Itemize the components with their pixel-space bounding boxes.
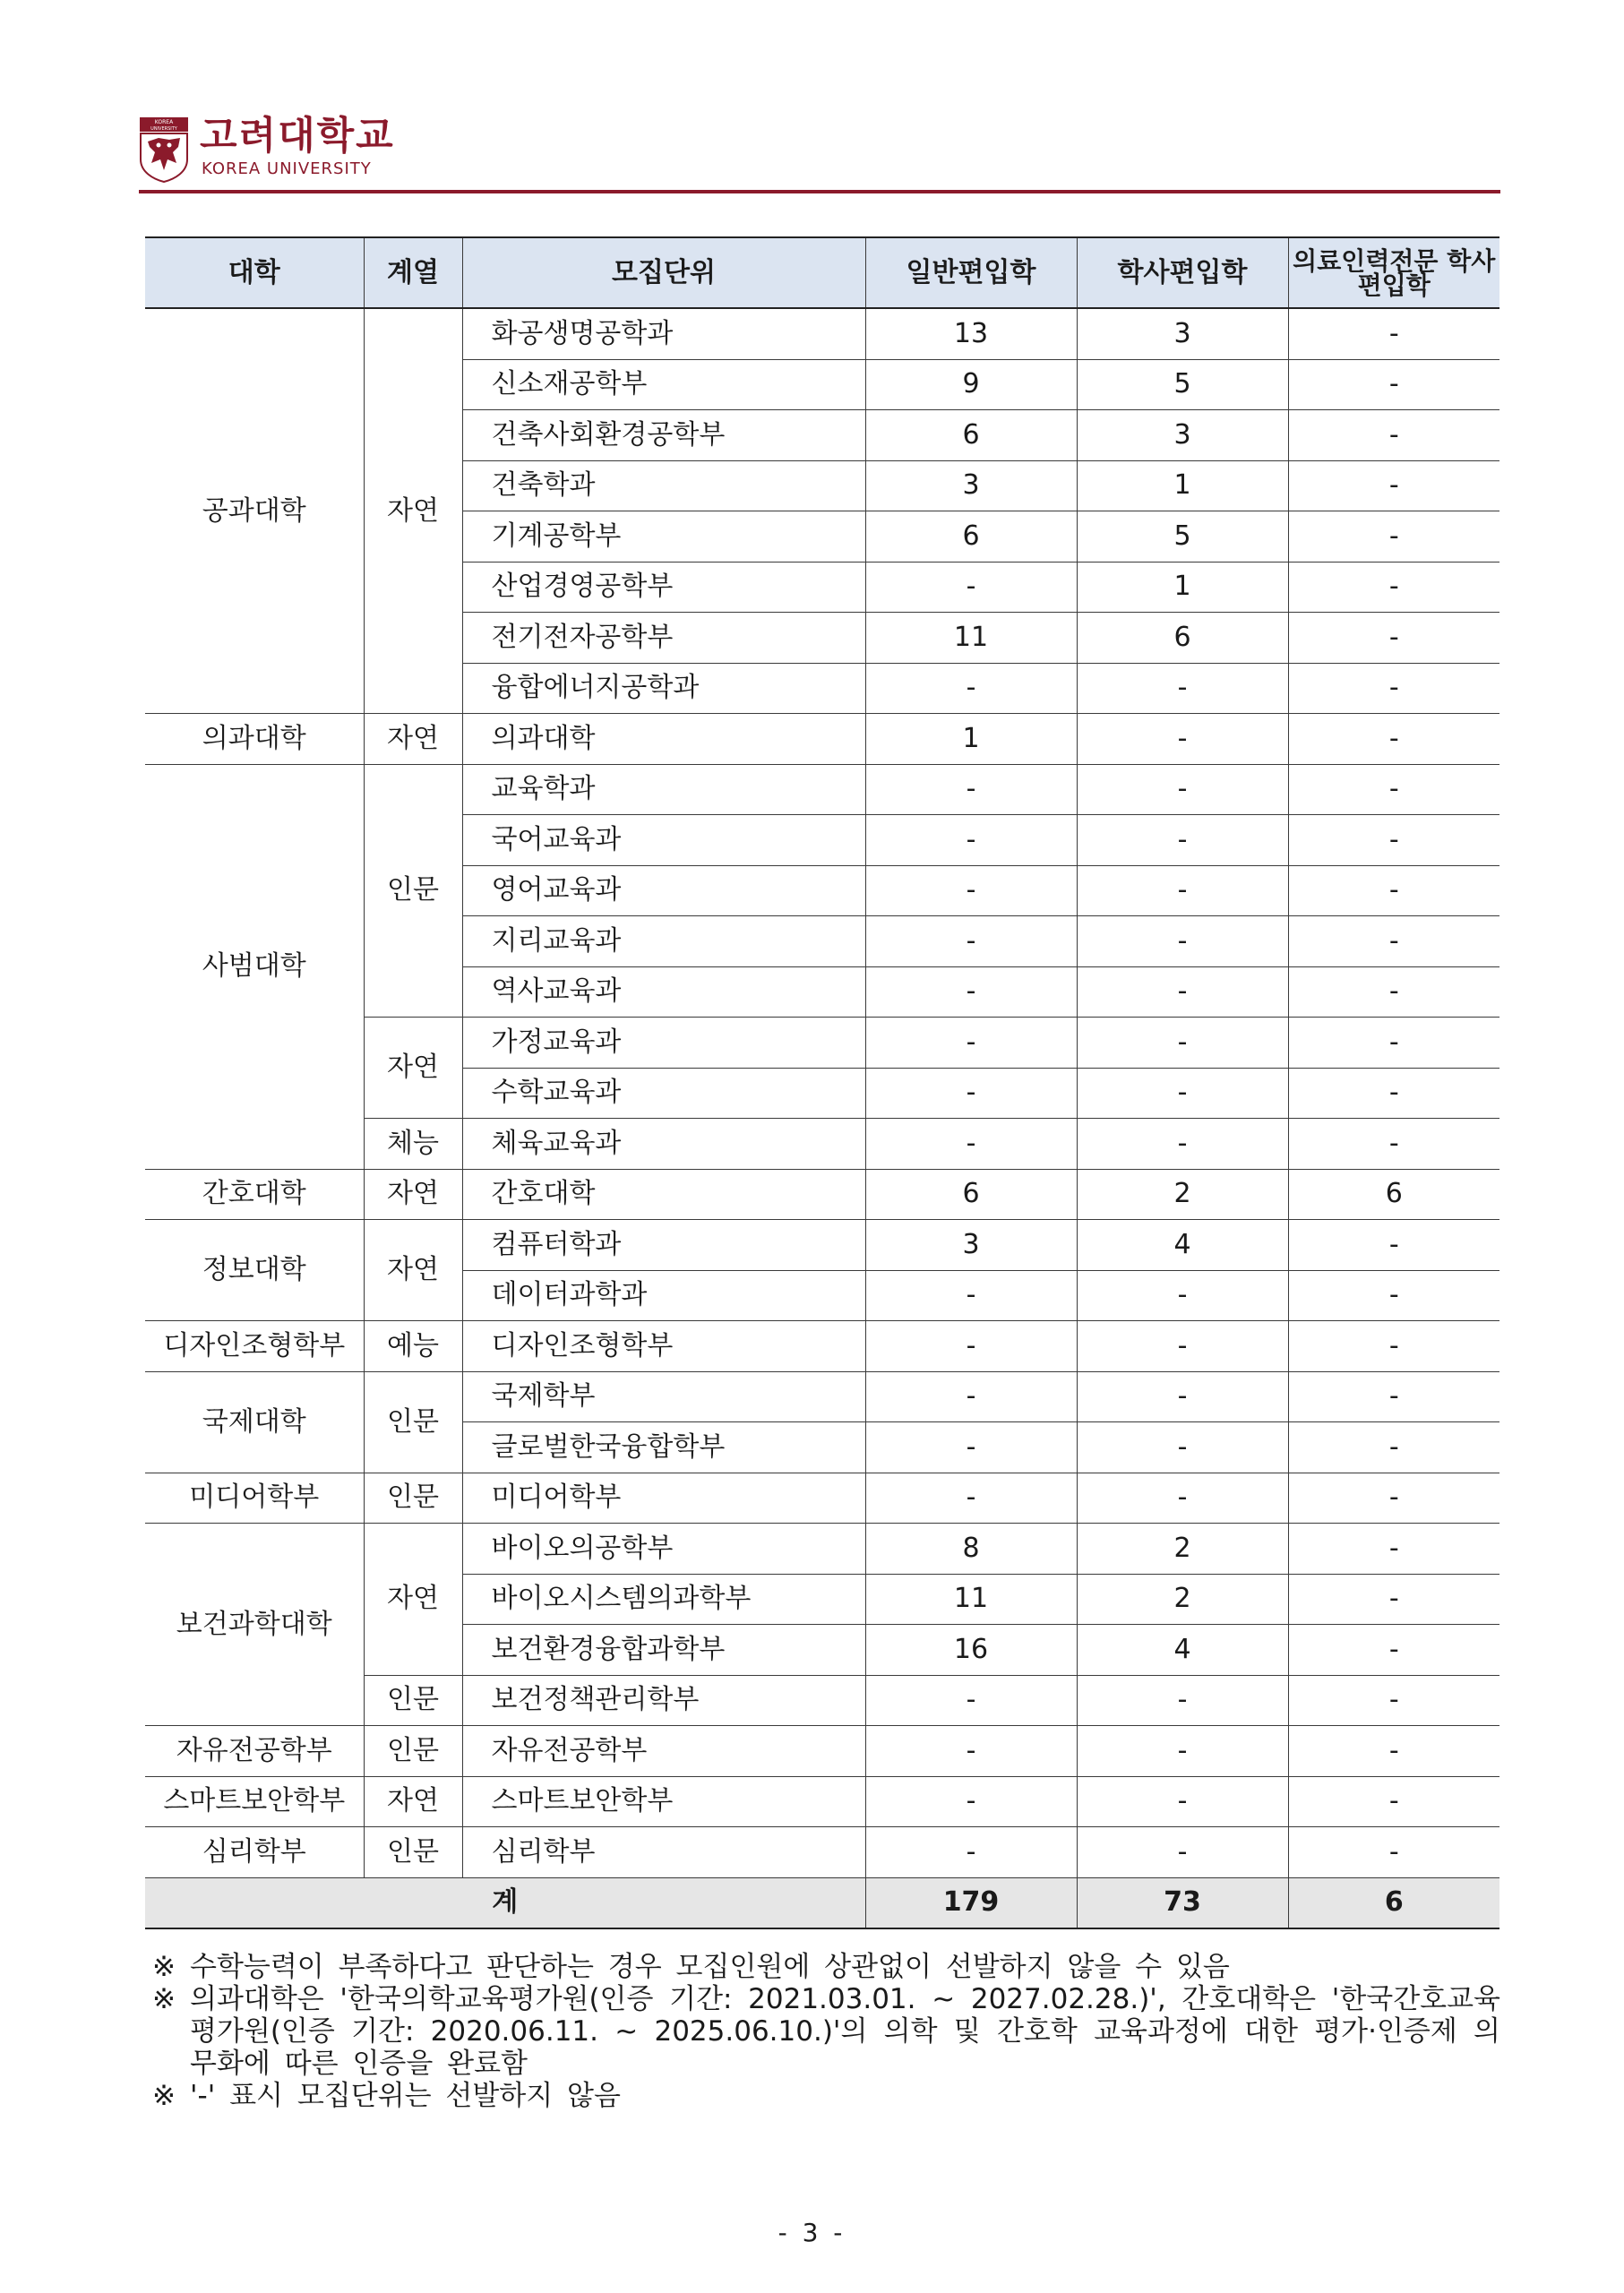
university-name-korean: 고려대학교 (200, 114, 395, 159)
medical-cell: - (1288, 1371, 1499, 1422)
table-header-row (145, 237, 1499, 308)
general-cell: - (865, 1119, 1077, 1170)
general-cell: - (865, 1675, 1077, 1726)
unit-cell: 가정교육과 (462, 1018, 865, 1069)
field-cell: 자연 (364, 1524, 462, 1676)
bachelor-cell: - (1077, 663, 1288, 714)
unit-cell: 기계공학부 (462, 511, 865, 563)
total-general: 179 (865, 1877, 1077, 1928)
unit-cell: 간호대학 (462, 1169, 865, 1220)
unit-cell: 국제학부 (462, 1371, 865, 1422)
bachelor-cell: - (1077, 1068, 1288, 1119)
college-cell: 정보대학 (145, 1220, 364, 1321)
bachelor-cell: 6 (1077, 613, 1288, 664)
medical-cell: - (1288, 613, 1499, 664)
header-unit: 모집단위 (462, 237, 865, 308)
bachelor-cell: - (1077, 1675, 1288, 1726)
university-name-english: KOREA UNIVERSITY (202, 159, 372, 178)
unit-cell: 체육교육과 (462, 1119, 865, 1170)
field-cell: 인문 (364, 1675, 462, 1726)
college-cell: 간호대학 (145, 1169, 364, 1220)
medical-cell: - (1288, 1422, 1499, 1473)
general-cell: 9 (865, 359, 1077, 410)
bachelor-cell: 4 (1077, 1220, 1288, 1271)
bachelor-cell: 2 (1077, 1524, 1288, 1575)
bachelor-cell: 5 (1077, 511, 1288, 563)
unit-cell: 신소재공학부 (462, 359, 865, 410)
college-cell: 자유전공학부 (145, 1726, 364, 1777)
general-cell: - (865, 1371, 1077, 1422)
medical-cell: - (1288, 1119, 1499, 1170)
bachelor-cell: 5 (1077, 359, 1288, 410)
unit-cell: 화공생명공학과 (462, 308, 865, 359)
bachelor-cell: 3 (1077, 410, 1288, 461)
general-cell: - (865, 1270, 1077, 1321)
field-cell: 체능 (364, 1119, 462, 1170)
bachelor-cell: 2 (1077, 1169, 1288, 1220)
svg-text:UNIVERSITY: UNIVERSITY (150, 126, 177, 132)
unit-cell: 보건정책관리학부 (462, 1675, 865, 1726)
medical-cell: 6 (1288, 1169, 1499, 1220)
medical-cell: - (1288, 1524, 1499, 1575)
unit-cell: 심리학부 (462, 1827, 865, 1878)
table-row (145, 1473, 1499, 1524)
medical-cell: - (1288, 865, 1499, 916)
footnote (152, 2080, 1500, 2112)
general-cell: 11 (865, 613, 1077, 664)
medical-cell: - (1288, 1270, 1499, 1321)
reference-mark: ※ (152, 1983, 176, 2015)
medical-cell: - (1288, 1068, 1499, 1119)
unit-cell: 국어교육과 (462, 815, 865, 866)
general-cell: - (865, 1068, 1077, 1119)
unit-cell: 자유전공학부 (462, 1726, 865, 1777)
university-emblem-icon (139, 116, 189, 183)
unit-cell: 의과대학 (462, 714, 865, 765)
table-row (145, 1726, 1499, 1777)
table-row (145, 1776, 1499, 1827)
medical-cell: - (1288, 1574, 1499, 1625)
college-cell: 공과대학 (145, 308, 364, 714)
general-cell: - (865, 1321, 1077, 1372)
general-cell: - (865, 916, 1077, 967)
general-cell: - (865, 1422, 1077, 1473)
footnote-text: 의과대학은 '한국의학교육평가원(인증 기간: 2021.03.01. ~ 2027.02.28.)', 간호대학은 '한국간호교육평가원(인증 기간: 2020.06.11. ~ 2025.06.10.)'의 의학 및 간호학 교육과정에 대한 평가·인증제 의무화에 따른 인증을 완료함 (190, 1983, 1500, 2080)
header-bachelor-transfer: 학사편입학 (1077, 237, 1288, 308)
bachelor-cell: - (1077, 714, 1288, 765)
footnote-text: 수학능력이 부족하다고 판단하는 경우 모집인원에 상관없이 선발하지 않을 수 있음 (190, 1951, 1230, 1983)
total-row (145, 1877, 1499, 1928)
medical-cell: - (1288, 1473, 1499, 1524)
general-cell: 3 (865, 1220, 1077, 1271)
bachelor-cell: - (1077, 1827, 1288, 1878)
general-cell: 6 (865, 410, 1077, 461)
medical-cell: - (1288, 966, 1499, 1018)
field-cell: 인문 (364, 1371, 462, 1473)
medical-cell: - (1288, 511, 1499, 563)
general-cell: 13 (865, 308, 1077, 359)
medical-cell: - (1288, 815, 1499, 866)
college-cell: 심리학부 (145, 1827, 364, 1878)
header-field: 계열 (364, 237, 462, 308)
general-cell: 1 (865, 714, 1077, 765)
table-row (145, 1220, 1499, 1271)
footnote (152, 1983, 1500, 2080)
header-divider (139, 190, 1500, 193)
field-cell: 인문 (364, 1827, 462, 1878)
field-cell: 자연 (364, 1018, 462, 1119)
unit-cell: 역사교육과 (462, 966, 865, 1018)
bachelor-cell: - (1077, 1018, 1288, 1069)
bachelor-cell: - (1077, 1776, 1288, 1827)
bachelor-cell: 3 (1077, 308, 1288, 359)
general-cell: - (865, 865, 1077, 916)
unit-cell: 바이오의공학부 (462, 1524, 865, 1575)
medical-cell: - (1288, 562, 1499, 613)
medical-cell: - (1288, 764, 1499, 815)
admission-quota-table (145, 236, 1499, 1929)
bachelor-cell: - (1077, 966, 1288, 1018)
svg-text:KOREA: KOREA (154, 119, 174, 125)
bachelor-cell: - (1077, 1422, 1288, 1473)
medical-cell: - (1288, 916, 1499, 967)
bachelor-cell: - (1077, 865, 1288, 916)
table-row (145, 308, 1499, 359)
total-label: 계 (145, 1877, 865, 1928)
general-cell: - (865, 815, 1077, 866)
page-header (139, 113, 1500, 193)
bachelor-cell: 4 (1077, 1625, 1288, 1676)
college-cell: 디자인조형학부 (145, 1321, 364, 1372)
general-cell: 11 (865, 1574, 1077, 1625)
unit-cell: 산업경영공학부 (462, 562, 865, 613)
general-cell: 16 (865, 1625, 1077, 1676)
total-medical: 6 (1288, 1877, 1499, 1928)
reference-mark: ※ (152, 1951, 176, 1983)
bachelor-cell: - (1077, 815, 1288, 866)
table-row (145, 1371, 1499, 1422)
unit-cell: 스마트보안학부 (462, 1776, 865, 1827)
footnote (152, 1951, 1500, 1983)
general-cell: - (865, 1473, 1077, 1524)
unit-cell: 컴퓨터학과 (462, 1220, 865, 1271)
table-row (145, 1321, 1499, 1372)
unit-cell: 건축학과 (462, 460, 865, 511)
college-cell: 의과대학 (145, 714, 364, 765)
college-cell: 국제대학 (145, 1371, 364, 1473)
field-cell: 자연 (364, 1776, 462, 1827)
medical-cell: - (1288, 410, 1499, 461)
table-row (145, 1169, 1499, 1220)
bachelor-cell: - (1077, 1371, 1288, 1422)
general-cell: 6 (865, 511, 1077, 563)
unit-cell: 융합에너지공학과 (462, 663, 865, 714)
field-cell: 자연 (364, 1220, 462, 1321)
general-cell: 3 (865, 460, 1077, 511)
field-cell: 인문 (364, 764, 462, 1018)
table-row (145, 714, 1499, 765)
field-cell: 자연 (364, 308, 462, 714)
college-cell: 사범대학 (145, 764, 364, 1169)
unit-cell: 영어교육과 (462, 865, 865, 916)
unit-cell: 전기전자공학부 (462, 613, 865, 664)
unit-cell: 디자인조형학부 (462, 1321, 865, 1372)
general-cell: - (865, 1018, 1077, 1069)
medical-cell: - (1288, 308, 1499, 359)
college-cell: 보건과학대학 (145, 1524, 364, 1726)
reference-mark: ※ (152, 2080, 176, 2112)
unit-cell: 바이오시스템의과학부 (462, 1574, 865, 1625)
general-cell: 6 (865, 1169, 1077, 1220)
college-cell: 미디어학부 (145, 1473, 364, 1524)
general-cell: - (865, 1776, 1077, 1827)
bachelor-cell: 1 (1077, 460, 1288, 511)
unit-cell: 건축사회환경공학부 (462, 410, 865, 461)
medical-cell: - (1288, 359, 1499, 410)
medical-cell: - (1288, 1675, 1499, 1726)
bachelor-cell: 2 (1077, 1574, 1288, 1625)
bachelor-cell: - (1077, 916, 1288, 967)
unit-cell: 보건환경융합과학부 (462, 1625, 865, 1676)
general-cell: - (865, 562, 1077, 613)
medical-cell: - (1288, 1776, 1499, 1827)
field-cell: 자연 (364, 714, 462, 765)
table-row (145, 764, 1499, 815)
medical-cell: - (1288, 1220, 1499, 1271)
page-number: - 3 - (778, 2218, 846, 2247)
medical-cell: - (1288, 1018, 1499, 1069)
bachelor-cell: - (1077, 764, 1288, 815)
medical-cell: - (1288, 1321, 1499, 1372)
bachelor-cell: - (1077, 1270, 1288, 1321)
footnotes (152, 1951, 1500, 2112)
unit-cell: 글로벌한국융합학부 (462, 1422, 865, 1473)
college-cell: 스마트보안학부 (145, 1776, 364, 1827)
bachelor-cell: - (1077, 1473, 1288, 1524)
table-row (145, 1524, 1499, 1575)
header-college: 대학 (145, 237, 364, 308)
unit-cell: 미디어학부 (462, 1473, 865, 1524)
field-cell: 인문 (364, 1726, 462, 1777)
field-cell: 자연 (364, 1169, 462, 1220)
general-cell: 8 (865, 1524, 1077, 1575)
medical-cell: - (1288, 460, 1499, 511)
general-cell: - (865, 1726, 1077, 1777)
medical-cell: - (1288, 663, 1499, 714)
bachelor-cell: - (1077, 1321, 1288, 1372)
medical-cell: - (1288, 1827, 1499, 1878)
bachelor-cell: 1 (1077, 562, 1288, 613)
medical-cell: - (1288, 714, 1499, 765)
general-cell: - (865, 966, 1077, 1018)
header-medical-transfer: 의료인력전문 학사편입학 (1288, 237, 1499, 308)
unit-cell: 데이터과학과 (462, 1270, 865, 1321)
unit-cell: 수학교육과 (462, 1068, 865, 1119)
general-cell: - (865, 764, 1077, 815)
header-general-transfer: 일반편입학 (865, 237, 1077, 308)
general-cell: - (865, 1827, 1077, 1878)
bachelor-cell: - (1077, 1119, 1288, 1170)
field-cell: 인문 (364, 1473, 462, 1524)
bachelor-cell: - (1077, 1726, 1288, 1777)
table-row (145, 1827, 1499, 1878)
medical-cell: - (1288, 1726, 1499, 1777)
field-cell: 예능 (364, 1321, 462, 1372)
total-bachelor: 73 (1077, 1877, 1288, 1928)
unit-cell: 지리교육과 (462, 916, 865, 967)
unit-cell: 교육학과 (462, 764, 865, 815)
footnote-text: '-' 표시 모집단위는 선발하지 않음 (190, 2080, 621, 2112)
medical-cell: - (1288, 1625, 1499, 1676)
general-cell: - (865, 663, 1077, 714)
